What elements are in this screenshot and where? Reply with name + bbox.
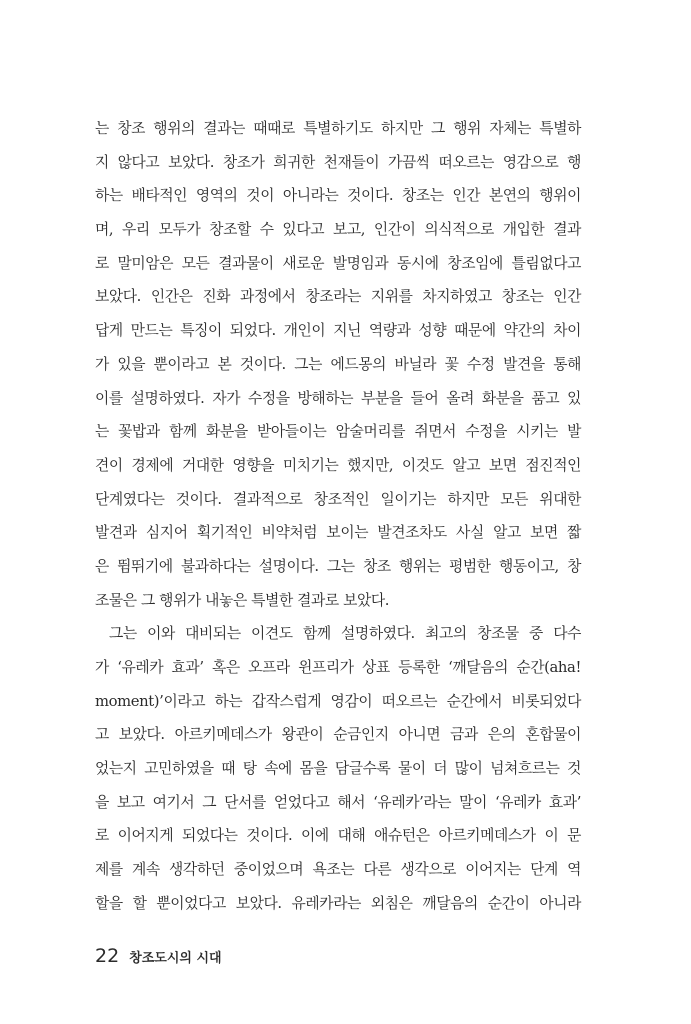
text-line: 발견과 심지어 획기적인 비약처럼 보이는 발견조차도 사실 알고 보면 짧	[95, 524, 581, 542]
text-line: 고 보았다. 아르키메데스가 왕관이 순금인지 아니면 금과 은의 혼합물이	[95, 726, 581, 744]
text-line: 하는 배타적인 영역의 것이 아니라는 것이다. 창조는 인간 본연의 행위이	[95, 187, 581, 205]
page-number: 22	[95, 945, 120, 967]
text-line: 은 뜀뛰기에 불과하다는 설명이다. 그는 창조 행위는 평범한 행동이고, 창	[95, 557, 581, 575]
body-text	[95, 112, 581, 921]
text-line: 며, 우리 모두가 창조할 수 있다고 보고, 인간이 의식적으로 개입한 결과	[95, 221, 581, 239]
text-line: 로 이어지게 되었다는 것이다. 이에 대해 애슈턴은 아르키메데스가 이 문	[95, 827, 581, 845]
text-line: 었는지 고민하였을 때 탕 속에 몸을 담글수록 물이 더 많이 넘쳐흐르는 것	[95, 760, 581, 778]
text-line: 그는 이와 대비되는 이견도 함께 설명하였다. 최고의 창조물 중 다수	[109, 625, 581, 643]
text-line: 가 있을 뿐이라고 본 것이다. 그는 에드몽의 바닐라 꽃 수정 발견을 통해	[95, 355, 581, 373]
text-line: 을 보고 여기서 그 단서를 얻었다고 해서 ‘유레카’라는 말이 ‘유레카 효과’	[95, 793, 581, 811]
text-line: 지 않다고 보았다. 창조가 희귀한 천재들이 가끔씩 떠오르는 영감으로 행	[95, 153, 581, 171]
text-line: 이를 설명하였다. 자가 수정을 방해하는 부분을 들어 올려 화분을 품고 있	[95, 389, 581, 407]
running-title: 창조도시의 시대	[129, 951, 222, 966]
text-line: moment)’이라고 하는 갑작스럽게 영감이 떠오르는 순간에서 비롯되었다	[95, 692, 581, 710]
page-footer	[95, 945, 222, 967]
text-line: 제를 계속 생각하던 중이었으며 욕조는 다른 생각으로 이어지는 단계 역	[95, 861, 581, 879]
paragraph	[95, 617, 581, 920]
text-line: 조물은 그 행위가 내놓은 특별한 결과로 보았다.	[95, 591, 390, 609]
text-line: 할을 할 뿐이었다고 보았다. 유레카라는 외침은 깨달음의 순간이 아니라	[95, 894, 581, 912]
paragraph	[95, 112, 581, 617]
text-line: 답게 만드는 특징이 되었다. 개인이 지닌 역량과 성향 때문에 약간의 차이	[95, 322, 581, 340]
text-line: 단계였다는 것이다. 결과적으로 창조적인 일이기는 하지만 모든 위대한	[95, 490, 581, 508]
text-line: 로 말미암은 모든 결과물이 새로운 발명임과 동시에 창조임에 틀림없다고	[95, 254, 581, 272]
text-line: 는 꽃밥과 함께 화분을 받아들이는 암술머리를 쥐면서 수정을 시키는 발	[95, 423, 581, 441]
text-line: 보았다. 인간은 진화 과정에서 창조라는 지위를 차지하였고 창조는 인간	[95, 288, 581, 306]
text-line: 가 ‘유레카 효과’ 혹은 오프라 윈프리가 상표 등록한 ‘깨달음의 순간(aha!	[95, 659, 581, 676]
text-line: 견이 경제에 거대한 영향을 미치기는 했지만, 이것도 알고 보면 점진적인	[95, 456, 581, 474]
text-line: 는 창조 행위의 결과는 때때로 특별하기도 하지만 그 행위 자체는 특별하	[95, 120, 581, 137]
